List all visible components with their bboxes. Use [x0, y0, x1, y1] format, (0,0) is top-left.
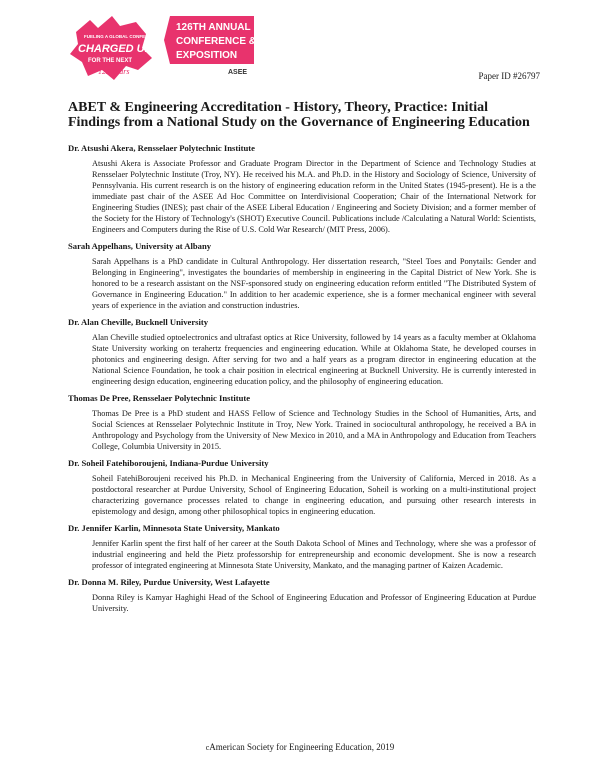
copyright-symbol: c: [205, 743, 210, 752]
author-name: Dr. Alan Cheville, Bucknell University: [68, 317, 209, 327]
author-bio: [68, 457, 536, 517]
conference-logo: [68, 14, 258, 86]
logo-banner-line1: 126TH ANNUAL: [176, 22, 251, 33]
author-name: Thomas De Pree, Rensselaer Polytechnic Institute: [68, 393, 251, 403]
author-name: Dr. Soheil Fatehiboroujeni, Indiana-Purdue University: [68, 458, 269, 468]
author-bio: [68, 142, 536, 235]
conference-logo-graphic: [68, 14, 258, 86]
author-bio-text: Atsushi Akera is Associate Professor and Graduate Program Director in the Department of Science and Technology Studies at Rensselaer Polytechnic Institute (Troy, NY). He received his M.A. and Ph.D. in the History and Sociology of Science, University of Pennsylvania. His current research is on the history of engineering education reform in the United States (1945-present). He is a the immediate past chair of the ASEE Ad Hoc Committee on Interdivisional Cooperation; Chair of the International Network for Engineering Studies (INES); past chair of the ASEE Liberal Education / Engineering and Society Division; and a former member of the Society for the History of Technology's (SHOT) Executive Council. Publications include /Calculating a Natural World: Scientists, Engineers and Computers during the Rise of U.S. Cold War Research/ (MIT Press, 2006).: [92, 159, 536, 234]
author-name: Dr. Donna M. Riley, Purdue University, West Lafayette: [68, 577, 270, 587]
logo-banner-line3: EXPOSITION: [176, 50, 238, 61]
author-bio-text: Donna Riley is Kamyar Haghighi Head of the School of Engineering Education and Professor of Engineering Education at Purdue University.: [92, 593, 536, 613]
author-name: Dr. Atsushi Akera, Rensselaer Polytechnic Institute: [68, 143, 255, 153]
author-bios: [68, 142, 536, 619]
author-bio-text: Thomas De Pree is a PhD student and HASS Fellow of Science and Technology Studies in the School of Humanities, Arts, and Social Sciences at Rensselaer Polytechnic Institute in Troy, New York. Trained in sociocultural anthropology, he received a BA in Anthropology and Psychology from the University of New Mexico in 2010, and a MA in Anthropology and Education from Teachers College, Columbia University in 2015.: [92, 409, 536, 451]
author-bio: [68, 316, 536, 387]
logo-banner-line2: CONFERENCE &: [176, 36, 257, 47]
logo-years-text: 125 Years: [98, 67, 130, 76]
copyright-footer: [0, 742, 600, 752]
author-bio-text: Soheil FatehiBoroujeni received his Ph.D. in Mechanical Engineering from the University of California, Merced in 2018. As a postdoctoral researcher at Purdue University, School of Engineering Education, Soheil is working on a multi-institutional project characterizing governance processes related to change in engineering education, and pursuing other research interests in epistemology and design, among other philosophical topics in engineering education.: [92, 474, 536, 516]
paper-title: ABET & Engineering Accreditation - History, Theory, Practice: Initial Findings from a National Study on the Governance of Engineering Education: [68, 100, 530, 130]
author-bio-text: Jennifer Karlin spent the first half of her career at the South Dakota School of Mines and Technology, where she was a professor of industrial engineering and held the Pietz professorship for entrepreneurship and economic development. She is now a research professor of integrated engineering at Minnesota State University, Mankato, and the managing partner of Kaizen Academic.: [92, 539, 536, 570]
copyright-text: American Society for Engineering Education, 2019: [209, 742, 395, 752]
logo-next-text: FOR THE NEXT: [88, 58, 133, 64]
author-bio: [68, 392, 536, 452]
author-name: Sarah Appelhans, University at Albany: [68, 241, 212, 251]
author-name: Dr. Jennifer Karlin, Minnesota State University, Mankato: [68, 523, 280, 533]
author-bio: [68, 522, 536, 571]
logo-charged-text: CHARGED UP: [78, 43, 152, 55]
author-bio: [68, 240, 536, 311]
author-bio-text: Alan Cheville studied optoelectronics and ultrafast optics at Rice University, followed by 14 years as a faculty member at Oklahoma State University working on terahertz frequencies and engineering education. While at Oklahoma State, he developed courses in photonics and engineering design. After serving for two and a half years as a program director in engineering education at the National Science Foundation, he took a chair position in electrical engineering at Bucknell University. He is currently interested in engineering design education, engineering education policy, and the philosophy of engineering education.: [92, 333, 536, 386]
logo-small-text: FUELING A GLOBAL CONFERENCE: [84, 34, 161, 39]
author-bio-text: Sarah Appelhans is a PhD candidate in Cultural Anthropology. Her dissertation research, "Steel Toes and Ponytails: Gender and Belonging in Engineering", investigates the boundaries of membership in engineering in the Capital District of New York. She is honored to be a research assistant on the NSF-sponsored study on engineering education reform entitled "The Distributed System of Governance in Engineering Education." In addition to her academic experience, she is a former mechanical engineer with several years of experience in the aviation and construction industries.: [92, 257, 536, 310]
paper-id: Paper ID #26797: [478, 71, 540, 81]
author-bio: [68, 576, 536, 614]
logo-asee-text: ASEE: [228, 69, 248, 76]
